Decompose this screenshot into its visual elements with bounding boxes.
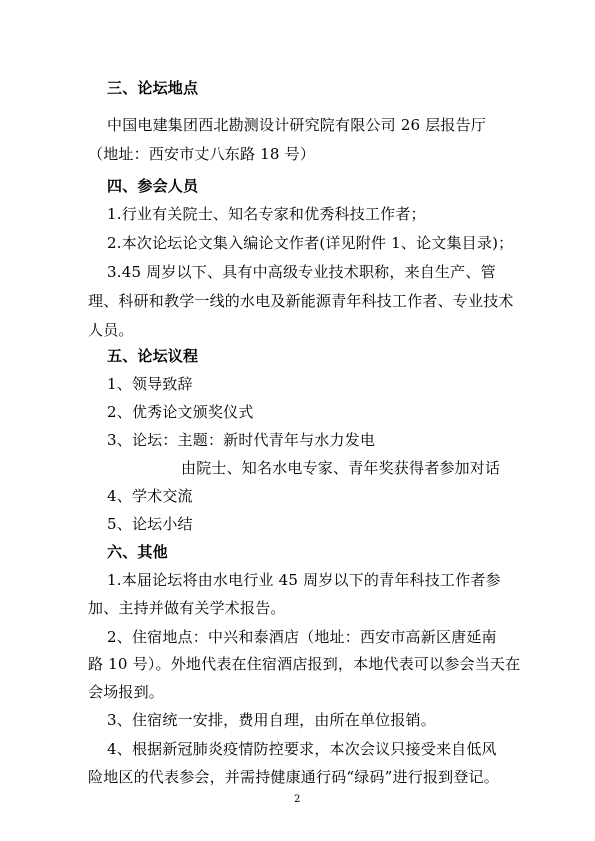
other-line: 路 10 号）。外地代表在住宿酒店报到，本地代表可以参会当天在	[88, 655, 521, 673]
agenda-item: 3、论坛：主题：新时代青年与水力发电	[107, 431, 376, 449]
agenda-item: 4、学术交流	[107, 487, 193, 505]
agenda-item: 5、论坛小结	[107, 515, 193, 533]
other-line: 会场报到。	[88, 683, 165, 701]
other-line: 加、主持并做有关学术报告。	[88, 599, 286, 617]
attendees-line: 人员。	[88, 321, 134, 339]
section-heading-agenda: 五、论坛议程	[107, 347, 199, 365]
section-heading-other: 六、其他	[107, 543, 168, 561]
agenda-item: 2、优秀论文颁奖仪式	[107, 403, 254, 421]
attendees-line: 1.行业有关院士、知名专家和优秀科技工作者；	[107, 205, 426, 223]
section-heading-attendees: 四、参会人员	[107, 177, 199, 195]
attendees-line: 3.45 周岁以下、具有中高级专业技术职称，来自生产、管	[107, 263, 496, 281]
other-line: 2、住宿地点：中兴和泰酒店（地址：西安市高新区唐延南	[107, 628, 497, 646]
other-line: 险地区的代表参会，并需持健康通行码“绿码”进行报到登记。	[88, 768, 499, 786]
page-number: 2	[294, 794, 301, 805]
other-line: 4、根据新冠肺炎疫情防控要求，本次会议只接受来自低风	[107, 740, 497, 758]
venue-address-line: （地址：西安市丈八东路 18 号）	[88, 145, 316, 163]
attendees-line: 理、科研和教学一线的水电及新能源青年科技工作者、专业技术	[88, 292, 514, 310]
agenda-item: 1、领导致辞	[107, 375, 193, 393]
other-line: 1.本届论坛将由水电行业 45 周岁以下的青年科技工作者参	[107, 571, 501, 589]
other-line: 3、住宿统一安排，费用自理，由所在单位报销。	[107, 711, 436, 729]
attendees-line: 2.本次论坛论文集入编论文作者(详见附件 1、论文集目录)；	[107, 234, 514, 252]
agenda-item-detail: 由院士、知名水电专家、青年奖获得者参加对话	[181, 459, 501, 477]
section-heading-venue: 三、论坛地点	[107, 79, 199, 97]
venue-line: 中国电建集团西北勘测设计研究院有限公司 26 层报告厅	[107, 116, 487, 134]
